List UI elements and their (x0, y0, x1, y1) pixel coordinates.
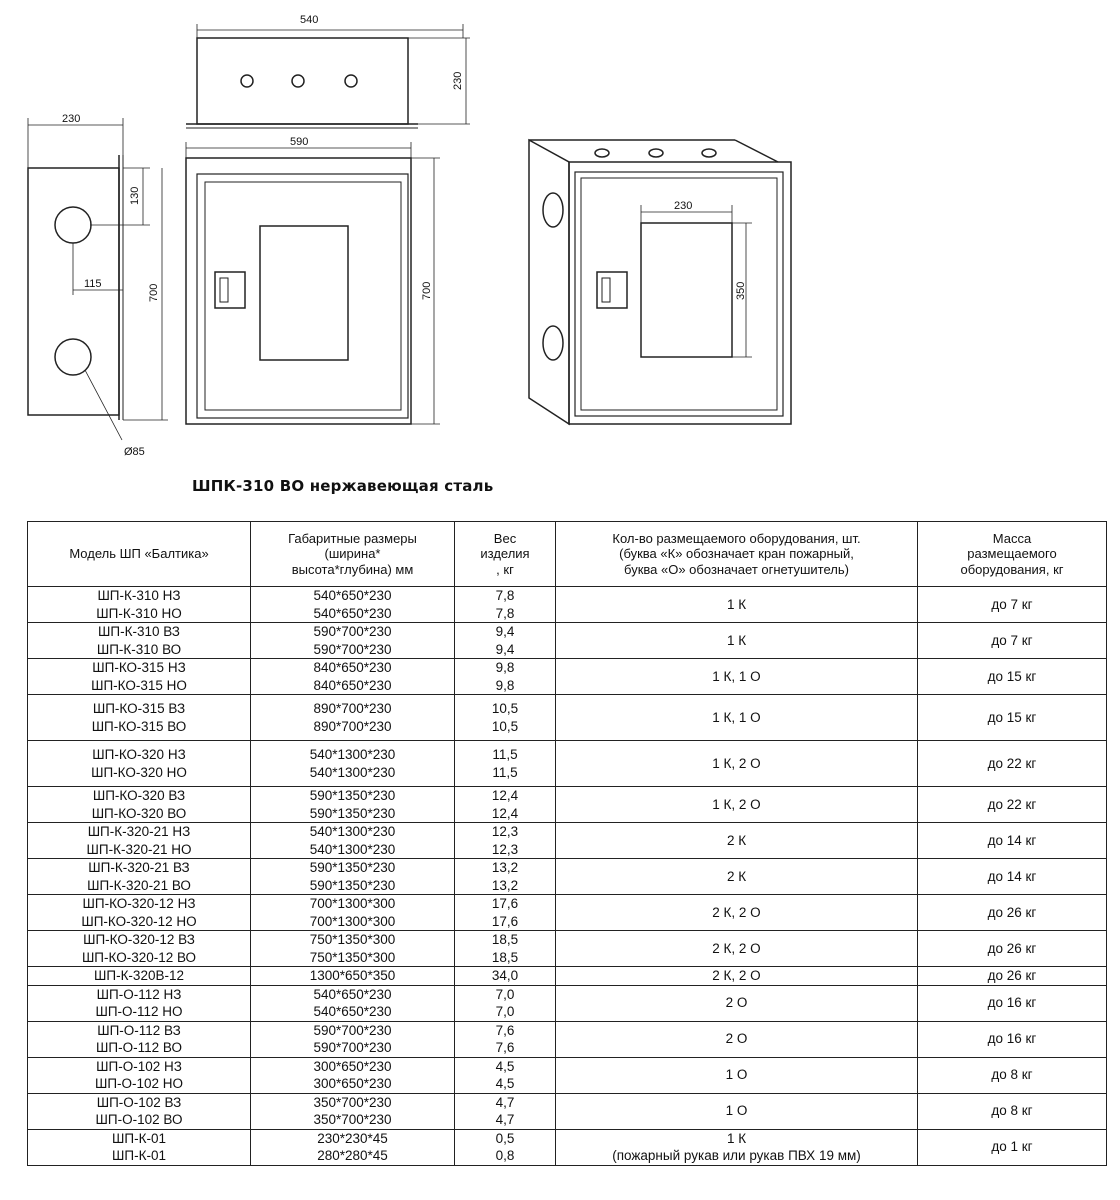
cell-model (28, 659, 251, 695)
dim-top-depth: 230 (452, 71, 464, 90)
cell-weight-line: 13,2 (491, 877, 519, 893)
cell-weight (455, 967, 556, 986)
cell-equipment-line: 1 О (725, 1103, 748, 1119)
header-line: Габаритные размеры (288, 530, 417, 546)
header-model (28, 522, 251, 587)
cell-weight (455, 1093, 556, 1129)
cell-dimensions-line: 840*650*230 (313, 677, 392, 693)
cell-mass: до 15 кг (918, 659, 1107, 695)
cell-weight (455, 823, 556, 859)
cell-model (28, 985, 251, 1021)
cell-weight-line: 0,5 (495, 1130, 515, 1146)
cell-equipment-line: 2 О (725, 1031, 748, 1047)
header-mass (918, 522, 1107, 587)
cell-equipment-line: 2 К, 2 О (712, 968, 761, 983)
cell-dimensions-line: 890*700*230 (313, 718, 392, 734)
cell-dimensions (251, 985, 455, 1021)
cell-model-line: ШП-КО-315 НЗ (92, 660, 186, 675)
cell-equipment-line: 1 О (725, 1067, 748, 1083)
cell-dimensions-line: 350*700*230 (313, 1112, 392, 1127)
cell-mass: до 22 кг (918, 787, 1107, 823)
dim-hole-diameter: Ø85 (124, 446, 145, 458)
table-body (28, 587, 1107, 1166)
cell-model-line: ШП-О-102 ВЗ (96, 1094, 182, 1110)
cell-model (28, 695, 251, 741)
header-weight (455, 522, 556, 587)
cell-weight-line: 12,3 (491, 841, 519, 857)
table-row (28, 895, 1107, 931)
cell-weight (455, 1021, 556, 1057)
cell-mass: до 26 кг (918, 967, 1107, 986)
front-window (260, 226, 348, 360)
cell-model-line: ШП-КО-315 НО (91, 677, 187, 693)
cell-dimensions-line: 540*1300*230 (309, 764, 396, 780)
cell-weight-line: 4,7 (495, 1112, 515, 1127)
cell-equipment-line: 2 К, 2 О (712, 904, 761, 920)
cell-equipment-line: 2 К, 2 О (712, 940, 761, 956)
table-row (28, 931, 1107, 967)
cell-dimensions (251, 787, 455, 823)
cell-model-line: ШП-О-112 НЗ (96, 986, 182, 1002)
cell-weight-line: 13,2 (491, 860, 519, 875)
cell-equipment (556, 1021, 918, 1057)
cell-dimensions-line: 590*1350*230 (309, 805, 396, 821)
cell-dimensions-line: 750*1350*300 (309, 932, 396, 947)
cell-weight (455, 587, 556, 623)
cell-dimensions-line: 540*1300*230 (309, 824, 396, 839)
cell-weight-line: 18,5 (491, 932, 519, 947)
cell-mass: до 1 кг (918, 1129, 1107, 1165)
cell-mass: до 14 кг (918, 859, 1107, 895)
cell-model-line: ШП-К-320В-12 (94, 968, 184, 983)
cell-model (28, 823, 251, 859)
cell-model-line: ШП-КО-320 НЗ (92, 747, 186, 762)
cell-dimensions-line: 750*1350*300 (309, 949, 396, 965)
persp-top-hole-3 (702, 149, 716, 157)
header-line: буква «О» обозначает огнетушитель) (624, 561, 849, 577)
cell-dimensions (251, 587, 455, 623)
cell-weight-line: 7,6 (495, 1022, 515, 1038)
cell-weight (455, 895, 556, 931)
table-row (28, 1093, 1107, 1129)
cell-weight-line: 10,5 (491, 701, 519, 716)
table-row (28, 967, 1107, 986)
cell-mass: до 26 кг (918, 931, 1107, 967)
cell-dimensions-line: 590*700*230 (313, 1022, 392, 1038)
cell-model-line: ШП-КО-320 НО (91, 764, 187, 780)
dim-side-depth: 230 (62, 113, 81, 125)
cell-weight-line: 17,6 (491, 896, 519, 911)
cell-model-line: ШП-О-102 НО (94, 1076, 184, 1091)
cell-weight-line: 4,5 (495, 1058, 515, 1074)
cell-dimensions (251, 741, 455, 787)
persp-top-hole-2 (649, 149, 663, 157)
side-view (28, 113, 168, 458)
cell-weight-line: 7,6 (495, 1040, 515, 1055)
cell-dimensions-line: 1300*650*350 (309, 968, 396, 983)
cell-equipment-line: 2 О (725, 995, 748, 1011)
cell-dimensions-line: 280*280*45 (317, 1148, 388, 1163)
cell-mass: до 26 кг (918, 895, 1107, 931)
cell-model-line: ШП-К-320-21 ВО (87, 877, 191, 893)
top-hole-3 (345, 75, 357, 87)
cell-dimensions (251, 659, 455, 695)
top-hole-2 (292, 75, 304, 87)
table-row (28, 1057, 1107, 1093)
cell-model-line: ШП-К-310 НО (96, 605, 182, 621)
cell-model (28, 1129, 251, 1165)
cell-dimensions-line: 540*650*230 (313, 588, 392, 603)
cell-model-line: ШП-О-102 НЗ (96, 1058, 182, 1074)
cell-model-line: ШП-КО-315 ВЗ (92, 701, 186, 716)
cell-mass: до 16 кг (918, 1021, 1107, 1057)
cell-equipment (556, 587, 918, 623)
cell-equipment-line: 1 К, 1 О (712, 709, 761, 725)
header-line: размещаемого (967, 546, 1057, 562)
table-row (28, 623, 1107, 659)
cell-equipment-line: 1 К (726, 1130, 747, 1146)
cell-weight-line: 0,8 (495, 1148, 515, 1163)
cell-model (28, 1093, 251, 1129)
header-line: (буква «К» обозначает кран пожарный, (619, 546, 854, 562)
cell-equipment-line: 1 К, 2 О (712, 755, 761, 771)
cell-mass: до 15 кг (918, 695, 1107, 741)
header-line: оборудования, кг (960, 561, 1064, 577)
cell-model-line: ШП-КО-320-12 ВО (81, 949, 197, 965)
dim-hole-from-edge: 115 (84, 278, 102, 290)
cell-weight-line: 12,3 (491, 824, 519, 839)
header-equipment (556, 522, 918, 587)
header-line: Вес (493, 530, 517, 546)
cell-dimensions (251, 823, 455, 859)
header-line: , кг (496, 561, 514, 577)
cell-dimensions-line: 700*1300*300 (309, 896, 396, 911)
table-row (28, 695, 1107, 741)
cell-equipment-line: 2 К (726, 832, 747, 848)
side-hole-top (55, 207, 91, 243)
persp-side-hole-bottom (543, 326, 563, 360)
cell-dimensions-line: 590*700*230 (313, 641, 392, 657)
cell-model (28, 587, 251, 623)
cell-model (28, 787, 251, 823)
cell-equipment (556, 859, 918, 895)
cell-weight-line: 17,6 (491, 913, 519, 929)
cell-dimensions (251, 1057, 455, 1093)
cell-model-line: ШП-КО-320-12 НО (81, 913, 197, 929)
cell-equipment-line: 1 К, 1 О (712, 668, 761, 684)
cell-model-line: ШП-КО-315 ВО (91, 718, 187, 734)
cell-equipment-line: 1 К, 2 О (712, 796, 761, 812)
cell-dimensions (251, 895, 455, 931)
cell-mass: до 7 кг (918, 623, 1107, 659)
cell-weight-line: 7,8 (495, 588, 515, 603)
cell-equipment (556, 787, 918, 823)
cell-equipment (556, 741, 918, 787)
header-line: высота*глубина) мм (291, 561, 414, 577)
cell-equipment (556, 1129, 918, 1165)
cell-weight (455, 659, 556, 695)
cell-dimensions-line: 840*650*230 (313, 660, 392, 675)
cell-mass: до 14 кг (918, 823, 1107, 859)
cell-model (28, 1021, 251, 1057)
cell-model-line: ШП-К-01 (112, 1148, 166, 1163)
cell-model-line: ШП-О-102 ВО (95, 1112, 183, 1127)
spec-table (27, 521, 1107, 1166)
cell-equipment (556, 985, 918, 1021)
dim-side-height: 700 (148, 283, 160, 302)
cell-equipment (556, 1093, 918, 1129)
header-line: изделия (480, 546, 530, 562)
cell-dimensions-line: 590*1350*230 (309, 788, 396, 803)
drawing-caption: ШПК-310 ВО нержавеющая сталь (192, 477, 494, 495)
cell-model-line: ШП-К-310 ВО (96, 641, 182, 657)
dim-front-width: 590 (290, 136, 309, 148)
cell-weight-line: 11,5 (492, 764, 518, 780)
cell-mass: до 16 кг (918, 985, 1107, 1021)
cell-equipment-line: 1 К (726, 632, 747, 648)
cell-mass: до 22 кг (918, 741, 1107, 787)
cell-weight-line: 34,0 (491, 968, 519, 983)
cell-model (28, 931, 251, 967)
cell-dimensions (251, 1021, 455, 1057)
cell-dimensions-line: 300*650*230 (313, 1058, 392, 1074)
cell-equipment (556, 695, 918, 741)
cell-weight-line: 9,4 (495, 641, 515, 657)
cell-equipment-line: 2 К (726, 868, 747, 884)
cell-weight-line: 7,0 (495, 1004, 515, 1019)
cell-model-line: ШП-К-01 (112, 1130, 166, 1146)
cell-dimensions-line: 540*650*230 (313, 1004, 392, 1019)
cell-model-line: ШП-К-310 НЗ (97, 588, 181, 603)
table-row (28, 787, 1107, 823)
cell-dimensions (251, 931, 455, 967)
cell-dimensions (251, 695, 455, 741)
cell-model-line: ШП-О-112 ВО (96, 1040, 182, 1055)
table-row (28, 859, 1107, 895)
cell-dimensions-line: 590*700*230 (313, 1040, 392, 1055)
cell-model (28, 623, 251, 659)
cell-weight-line: 12,4 (491, 788, 519, 803)
cell-model (28, 741, 251, 787)
side-hole-bottom (55, 339, 91, 375)
cell-weight-line: 18,5 (491, 949, 519, 965)
cell-model-line: ШП-КО-320-12 ВЗ (83, 932, 195, 947)
header-line: Модель ШП «Балтика» (69, 546, 209, 562)
cell-weight-line: 12,4 (491, 805, 519, 821)
front-view (186, 136, 440, 424)
top-hole-1 (241, 75, 253, 87)
cell-weight-line: 9,8 (495, 660, 515, 675)
cell-weight-line: 9,8 (495, 677, 515, 693)
cell-equipment-line: 1 К (726, 596, 747, 612)
dim-hole-from-top: 130 (129, 186, 141, 205)
persp-window (641, 223, 732, 357)
header-dimensions (251, 522, 455, 587)
cell-weight-line: 4,7 (495, 1094, 515, 1110)
perspective-view (529, 140, 791, 424)
cell-weight (455, 695, 556, 741)
table-row (28, 1021, 1107, 1057)
cell-model-line: ШП-О-112 ВЗ (97, 1022, 181, 1038)
cell-dimensions (251, 967, 455, 986)
cell-equipment (556, 1057, 918, 1093)
cell-weight (455, 985, 556, 1021)
header-line: Кол-во размещаемого оборудования, шт. (612, 530, 861, 546)
cell-weight (455, 787, 556, 823)
cell-model-line: ШП-КО-320 ВЗ (92, 788, 186, 803)
cell-dimensions-line: 300*650*230 (313, 1076, 392, 1091)
table-row (28, 659, 1107, 695)
cell-equipment (556, 623, 918, 659)
cell-weight (455, 741, 556, 787)
cell-model (28, 1057, 251, 1093)
persp-side-hole-top (543, 193, 563, 227)
cell-mass: до 8 кг (918, 1057, 1107, 1093)
cell-equipment (556, 895, 918, 931)
cell-dimensions (251, 623, 455, 659)
cell-dimensions-line: 540*650*230 (313, 986, 392, 1002)
dim-window-width: 230 (674, 200, 693, 212)
cell-dimensions-line: 590*1350*230 (309, 860, 396, 875)
cell-weight (455, 931, 556, 967)
persp-top-hole-1 (595, 149, 609, 157)
cell-model-line: ШП-К-310 ВЗ (98, 624, 180, 639)
cell-dimensions-line: 890*700*230 (313, 701, 392, 716)
cell-dimensions-line: 590*1350*230 (309, 877, 396, 893)
table-row (28, 741, 1107, 787)
top-view (186, 14, 470, 128)
table-header (28, 522, 1107, 587)
cell-model (28, 859, 251, 895)
cell-weight (455, 1129, 556, 1165)
dim-window-height: 350 (735, 281, 747, 300)
cell-dimensions-line: 230*230*45 (317, 1130, 388, 1146)
cell-model (28, 967, 251, 986)
cell-equipment-line: (пожарный рукав или рукав ПВХ 19 мм) (612, 1148, 861, 1163)
dim-top-width: 540 (300, 14, 319, 26)
cell-weight-line: 7,0 (495, 986, 515, 1002)
cell-dimensions-line: 700*1300*300 (309, 913, 396, 929)
dim-front-height: 700 (421, 281, 433, 300)
cell-equipment (556, 823, 918, 859)
cell-weight-line: 7,8 (495, 605, 515, 621)
cell-weight-line: 9,4 (495, 624, 515, 639)
cell-model-line: ШП-К-320-21 НЗ (87, 824, 191, 839)
table-row (28, 587, 1107, 623)
header-line: (ширина* (324, 546, 381, 562)
cell-weight-line: 10,5 (491, 718, 519, 734)
cell-dimensions-line: 350*700*230 (313, 1094, 392, 1110)
cell-mass: до 8 кг (918, 1093, 1107, 1129)
cell-model-line: ШП-КО-320-12 НЗ (82, 896, 196, 911)
cell-weight-line: 4,5 (495, 1076, 515, 1091)
cell-weight (455, 1057, 556, 1093)
cell-dimensions-line: 590*700*230 (313, 624, 392, 639)
cell-weight (455, 623, 556, 659)
cell-model-line: ШП-К-320-21 ВЗ (88, 860, 190, 875)
table-row (28, 823, 1107, 859)
cell-dimensions (251, 1093, 455, 1129)
cell-model-line: ШП-КО-320 ВО (91, 805, 187, 821)
cell-model-line: ШП-К-320-21 НО (86, 841, 192, 857)
cell-model-line: ШП-О-112 НО (95, 1004, 183, 1019)
cell-weight (455, 859, 556, 895)
cell-dimensions-line: 540*1300*230 (309, 841, 396, 857)
cell-equipment (556, 659, 918, 695)
cell-model (28, 895, 251, 931)
cell-dimensions-line: 540*650*230 (313, 605, 392, 621)
cell-equipment (556, 967, 918, 986)
table-row (28, 985, 1107, 1021)
cell-dimensions (251, 859, 455, 895)
header-line: Масса (992, 530, 1032, 546)
cell-dimensions (251, 1129, 455, 1165)
cell-weight-line: 11,5 (492, 747, 518, 762)
cell-dimensions-line: 540*1300*230 (309, 747, 396, 762)
technical-drawing (0, 0, 1120, 470)
cell-mass: до 7 кг (918, 587, 1107, 623)
table-row (28, 1129, 1107, 1165)
header-row (28, 522, 1107, 587)
cell-equipment (556, 931, 918, 967)
